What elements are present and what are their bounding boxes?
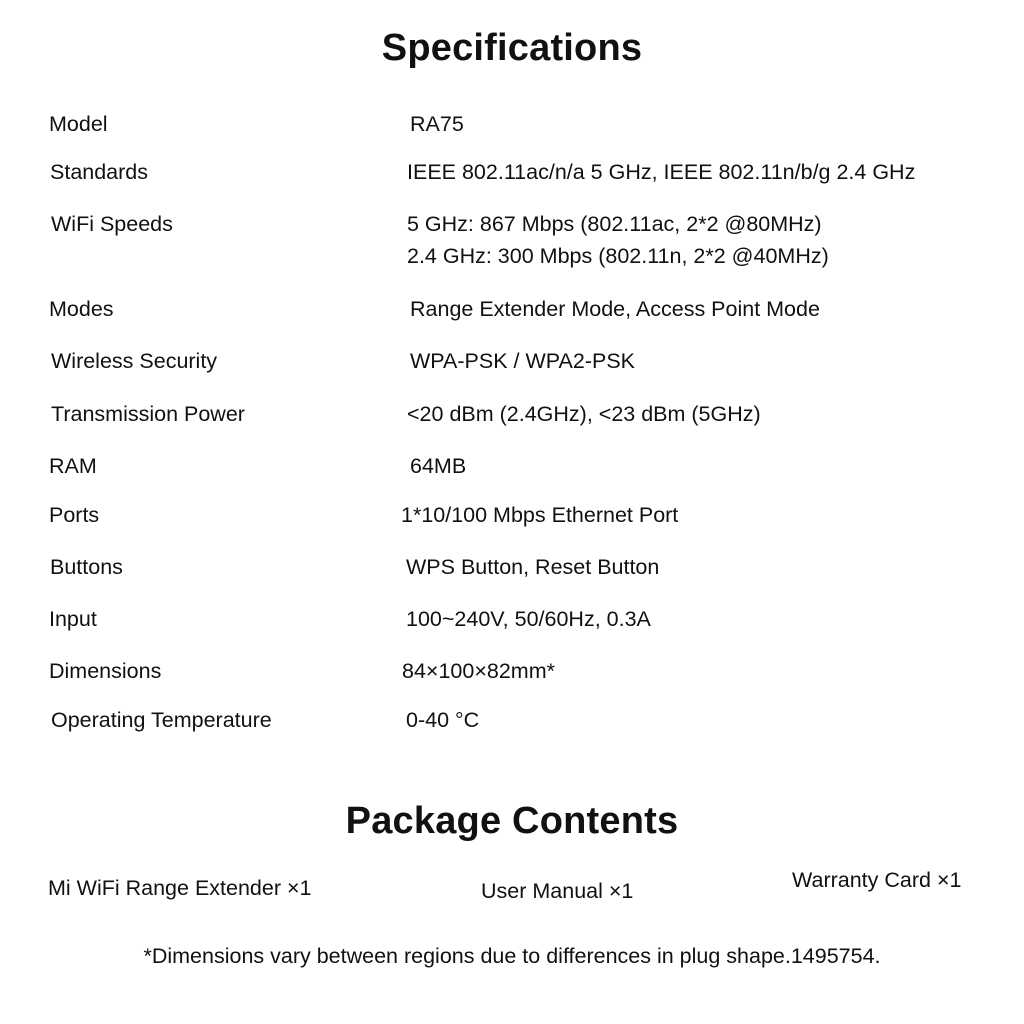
spec-value-line: 5 GHz: 867 Mbps (802.11ac, 2*2 @80MHz) <box>407 212 822 236</box>
spec-value-buttons <box>406 551 659 583</box>
spec-value-standards <box>407 156 915 188</box>
spec-label-standards: Standards <box>50 160 149 184</box>
spec-value-line: 64MB <box>410 454 467 478</box>
spec-value-operating-temperature <box>406 704 479 736</box>
spec-value-line: <20 dBm (2.4GHz), <23 dBm (5GHz) <box>407 402 761 426</box>
spec-label-buttons: Buttons <box>50 555 123 579</box>
spec-value-line: 84×100×82mm* <box>402 659 555 683</box>
spec-value-line: 2.4 GHz: 300 Mbps (802.11n, 2*2 @40MHz) <box>407 244 829 268</box>
spec-value-ram <box>410 450 466 482</box>
spec-value-line: RA75 <box>410 112 464 136</box>
package-item: Warranty Card ×1 <box>792 868 962 892</box>
footnote: *Dimensions vary between regions due to differences in plug shape.1495754. <box>143 944 881 968</box>
spec-value-ports <box>401 499 678 531</box>
spec-value-wifi-speeds <box>407 208 829 272</box>
spec-value-model <box>410 108 464 140</box>
spec-label-input: Input <box>49 607 97 631</box>
package-item: User Manual ×1 <box>481 879 634 903</box>
package-item: Mi WiFi Range Extender ×1 <box>48 876 312 900</box>
spec-value-line: 0-40 °C <box>406 708 480 732</box>
spec-value-line: 1*10/100 Mbps Ethernet Port <box>401 503 679 527</box>
spec-value-wireless-security <box>410 345 635 377</box>
specifications-title: Specifications <box>381 27 643 69</box>
spec-value-line: Range Extender Mode, Access Point Mode <box>410 297 820 321</box>
spec-label-model: Model <box>49 112 108 136</box>
spec-label-dimensions: Dimensions <box>49 659 162 683</box>
spec-value-line: 100~240V, 50/60Hz, 0.3A <box>406 607 651 631</box>
spec-label-ports: Ports <box>49 503 100 527</box>
spec-label-modes: Modes <box>49 297 114 321</box>
spec-value-transmission-power <box>407 398 761 430</box>
spec-label-wireless-security: Wireless Security <box>51 349 218 373</box>
spec-label-transmission-power: Transmission Power <box>51 402 245 426</box>
spec-label-wifi-speeds: WiFi Speeds <box>51 212 173 236</box>
spec-value-line: WPS Button, Reset Button <box>406 555 660 579</box>
spec-label-ram: RAM <box>49 454 97 478</box>
spec-value-input <box>406 603 651 635</box>
spec-value-line: IEEE 802.11ac/n/a 5 GHz, IEEE 802.11n/b/g 2.4 GHz <box>407 160 916 184</box>
spec-value-modes <box>410 293 820 325</box>
spec-label-operating-temperature: Operating Temperature <box>51 708 272 732</box>
spec-value-dimensions <box>402 655 555 687</box>
spec-value-line: WPA-PSK / WPA2-PSK <box>410 349 635 373</box>
package-contents-title: Package Contents <box>345 800 679 842</box>
